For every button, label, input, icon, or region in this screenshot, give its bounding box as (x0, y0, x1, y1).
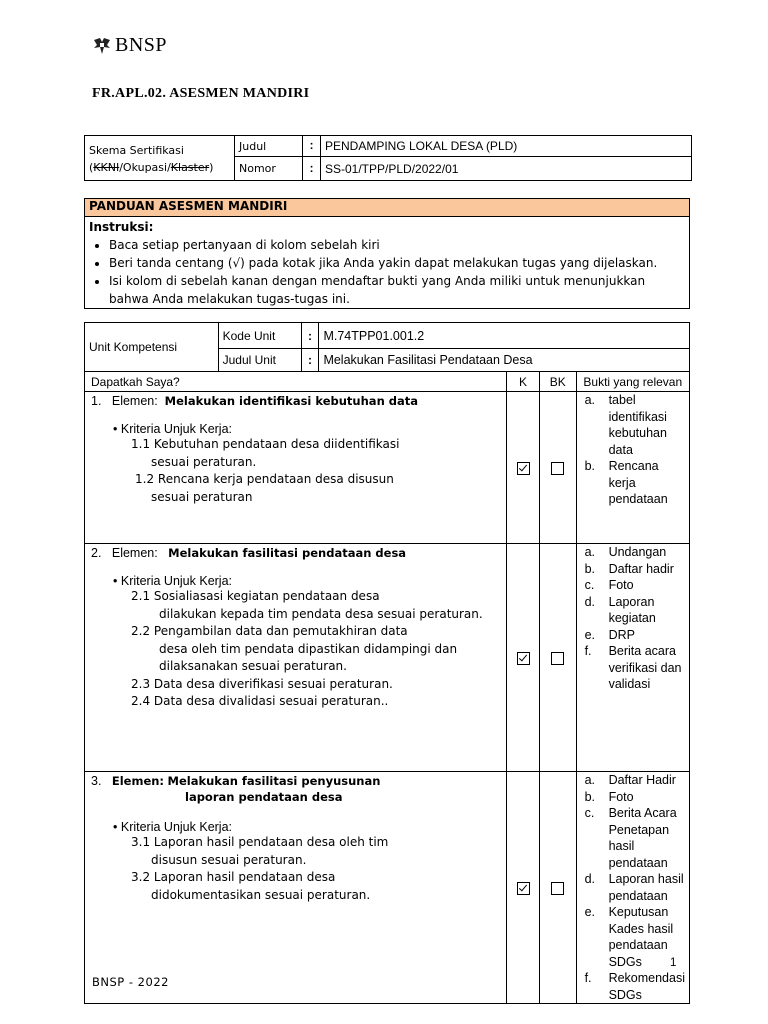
instruction-list (89, 236, 685, 308)
criterion-num: 3.1 (131, 835, 151, 849)
element-row-2 (85, 544, 690, 772)
criterion-num: 2.3 (131, 676, 151, 691)
element-prefix: Elemen: (111, 774, 165, 788)
k-cell (507, 544, 540, 772)
kode-colon: : (301, 323, 319, 349)
guide-header: PANDUAN ASESMEN MANDIRI (85, 199, 690, 217)
evidence-text: tabel identifikasi kebutuhan data (608, 393, 667, 457)
criterion-text: Laporan hasil pendataan desa (153, 870, 336, 884)
k-checkbox[interactable] (517, 882, 530, 895)
evidence-letter: e. (584, 627, 595, 642)
evidence-text: Berita acara verifikasi dan validasi (608, 644, 682, 691)
element-title: Melakukan identifikasi kebutuhan data (164, 394, 419, 408)
scheme-paren-open: ( (89, 161, 94, 174)
scheme-okupasi: /Okupasi/ (119, 161, 171, 174)
evidence-letter: f. (584, 644, 592, 658)
instruction-label: Instruksi: (89, 220, 154, 234)
k-cell (507, 772, 540, 1004)
nomor-label: Nomor (235, 157, 303, 181)
criterion-num: 2.1 (131, 589, 151, 603)
evidence-item (581, 458, 685, 508)
evidence-item (581, 970, 685, 1003)
evidence-letter: a. (584, 773, 595, 787)
evidence-item (581, 871, 685, 904)
element-prefix: Elemen: (111, 546, 158, 560)
evidence-letter: b. (584, 561, 595, 576)
criterion-text-cont: sesuai peraturan. (151, 454, 257, 469)
evidence-text: Berita Acara Penetapan hasil pendataan (608, 806, 677, 870)
element-title: Melakukan fasilitasi pendataan desa (168, 546, 407, 560)
criterion (91, 471, 500, 506)
evidence-item (581, 561, 685, 578)
judul-value: PENDAMPING LOKAL DESA (PLD) (321, 136, 692, 157)
criterion (91, 436, 500, 471)
evidence-list (581, 392, 685, 508)
evidence-text: Foto (608, 789, 634, 804)
criterion-text: Kebutuhan pendataan desa diidentifikasi (153, 437, 400, 451)
criterion-text: Sosialiasasi kegiatan pendataan desa (153, 589, 380, 603)
bnsp-logo (92, 34, 167, 57)
col-question-header: Dapatkah Saya? (85, 372, 507, 392)
evidence-letter: d. (584, 594, 595, 609)
element-heading (91, 774, 500, 788)
kode-unit-label: Kode Unit (218, 323, 301, 349)
evidence-text: Undangan (608, 545, 667, 559)
evidence-list (581, 544, 685, 693)
evidence-text: Daftar Hadir (608, 773, 676, 787)
element-prefix: Elemen: (111, 394, 158, 408)
scheme-paren-close: ) (209, 161, 214, 174)
evidence-text: Daftar hadir (608, 561, 674, 576)
bk-cell (539, 392, 576, 544)
evidence-item (581, 789, 685, 806)
element-number: 2. (91, 546, 102, 560)
criterion-num: 1.2 (135, 472, 155, 486)
evidence-text: Rencana kerja pendataan (608, 459, 668, 506)
evidence-text: Laporan kegiatan (608, 594, 656, 625)
element-row-3 (85, 772, 690, 1004)
guide-table (84, 198, 690, 309)
bk-checkbox[interactable] (551, 882, 564, 895)
evidence-item (581, 805, 685, 871)
element-number: 1. (91, 394, 102, 408)
logo-text: BNSP (115, 34, 168, 56)
criterion-num: 3.2 (131, 870, 151, 884)
judul-label: Judul (235, 136, 303, 157)
criterion-text-cont: dilakukan kepada tim pendata desa sesuai peraturan. (159, 606, 483, 621)
k-checkbox[interactable] (517, 462, 530, 475)
element-cell (85, 544, 507, 772)
kode-unit-value: M.74TPP01.001.2 (319, 323, 690, 349)
evidence-text: Foto (608, 578, 634, 592)
bk-cell (539, 772, 576, 1004)
criterion (91, 693, 500, 711)
nomor-value: SS-01/TPP/PLD/2022/01 (321, 157, 692, 181)
evidence-item (581, 627, 685, 644)
element-heading (91, 546, 500, 560)
criterion-text-cont: disusun sesuai peraturan. (151, 852, 307, 867)
criterion-text-cont: desa oleh tim pendata dipastikan didampingi dan dilaksanakan sesuai peraturan. (159, 641, 458, 673)
kuk-label: • Kriteria Unjuk Kerja: (113, 422, 500, 436)
judul-colon: : (303, 136, 321, 157)
element-heading (91, 394, 500, 408)
instruction-item: • Baca setiap pertanyaan di kolom sebelah kiri (109, 236, 685, 254)
evidence-item (581, 643, 685, 693)
criterion (91, 676, 500, 694)
evidence-item (581, 594, 685, 627)
scheme-label (85, 136, 235, 181)
scheme-label-line1: Skema Sertifikasi (89, 144, 184, 157)
criterion-text: Pengambilan data dan pemutakhiran data (153, 624, 408, 638)
evidence-letter: c. (584, 578, 595, 592)
criterion-text-cont: sesuai peraturan (151, 489, 253, 504)
criterion-num: 2.2 (131, 624, 151, 638)
document-title: FR.APL.02. ASESMEN MANDIRI (92, 86, 310, 101)
criterion-text: Data desa divalidasi sesuai peraturan.. (153, 694, 389, 708)
evidence-letter: b. (584, 789, 595, 804)
evidence-letter: d. (584, 872, 595, 886)
evidence-item (581, 392, 685, 458)
guide-body (85, 217, 690, 309)
nomor-colon: : (303, 157, 321, 181)
bk-cell (539, 544, 576, 772)
evidence-letter: b. (584, 459, 595, 473)
judul-unit-label: Judul Unit (218, 349, 301, 372)
col-evidence-header: Bukti yang relevan (576, 372, 689, 392)
k-checkbox[interactable] (517, 652, 530, 665)
evidence-item (581, 577, 685, 594)
element-title: Melakukan fasilitasi penyusunan (167, 774, 381, 788)
scheme-kkni: KKNI (93, 161, 120, 174)
page-number: 1 (670, 957, 677, 969)
element-row-1 (85, 392, 690, 544)
criterion (91, 869, 500, 904)
criterion (91, 623, 500, 676)
scheme-label-line2 (89, 159, 230, 176)
element-title-cont: laporan pendataan desa (185, 790, 343, 804)
evidence-letter: a. (584, 393, 595, 407)
evidence-item (581, 544, 685, 561)
evidence-text: Laporan hasil pendataan (608, 872, 684, 903)
k-cell (507, 392, 540, 544)
criterion-text: Data desa diverifikasi sesuai peraturan. (153, 676, 393, 691)
element-cell (85, 392, 507, 544)
element-cell (85, 772, 507, 1004)
criterion (91, 588, 500, 623)
criterion-text: Rencana kerja pendataan desa disusun (157, 472, 394, 486)
bk-checkbox[interactable] (551, 462, 564, 475)
evidence-letter: e. (584, 905, 595, 919)
evidence-text: Rekomendasi SDGs (608, 971, 685, 1002)
evidence-letter: f. (584, 971, 592, 985)
unit-label: Unit Kompetensi (85, 323, 219, 372)
element-number: 3. (91, 774, 102, 788)
evidence-letter: c. (584, 806, 595, 820)
scheme-table (84, 135, 692, 181)
col-bk-header: BK (539, 372, 576, 392)
criterion-text: Laporan hasil pendataan desa oleh tim (153, 835, 389, 849)
evidence-text: Keputusan Kades hasil pendataan SDGs (608, 905, 674, 969)
evidence-cell (576, 392, 689, 544)
garuda-emblem-icon (92, 36, 112, 56)
criterion-text-cont: didokumentasikan sesuai peraturan. (151, 887, 371, 902)
criterion (91, 834, 500, 869)
kuk-label: • Kriteria Unjuk Kerja: (113, 820, 500, 834)
instruction-item: • Isi kolom di sebelah kanan dengan mendaftar bukti yang Anda miliki untuk menunjukkan bahwa Anda melakukan tugas-tugas ini. (109, 272, 685, 308)
judul-unit-value: Melakukan Fasilitasi Pendataan Desa (319, 349, 690, 372)
unit-table (84, 322, 690, 1004)
scheme-klaster: Klaster (170, 161, 210, 174)
kuk-label: • Kriteria Unjuk Kerja: (113, 574, 500, 588)
evidence-text: DRP (608, 627, 635, 642)
col-k-header: K (507, 372, 540, 392)
evidence-cell (576, 544, 689, 772)
evidence-item (581, 772, 685, 789)
instruction-item: • Beri tanda centang (√) pada kotak jika Anda yakin dapat melakukan tugas yang dijelaskan. (109, 254, 685, 272)
judul-unit-colon: : (301, 349, 319, 372)
criterion-num: 2.4 (131, 694, 151, 708)
footer-text: BNSP - 2022 (92, 975, 169, 989)
evidence-letter: a. (584, 545, 595, 559)
bk-checkbox[interactable] (551, 652, 564, 665)
criterion-num: 1.1 (131, 437, 151, 451)
